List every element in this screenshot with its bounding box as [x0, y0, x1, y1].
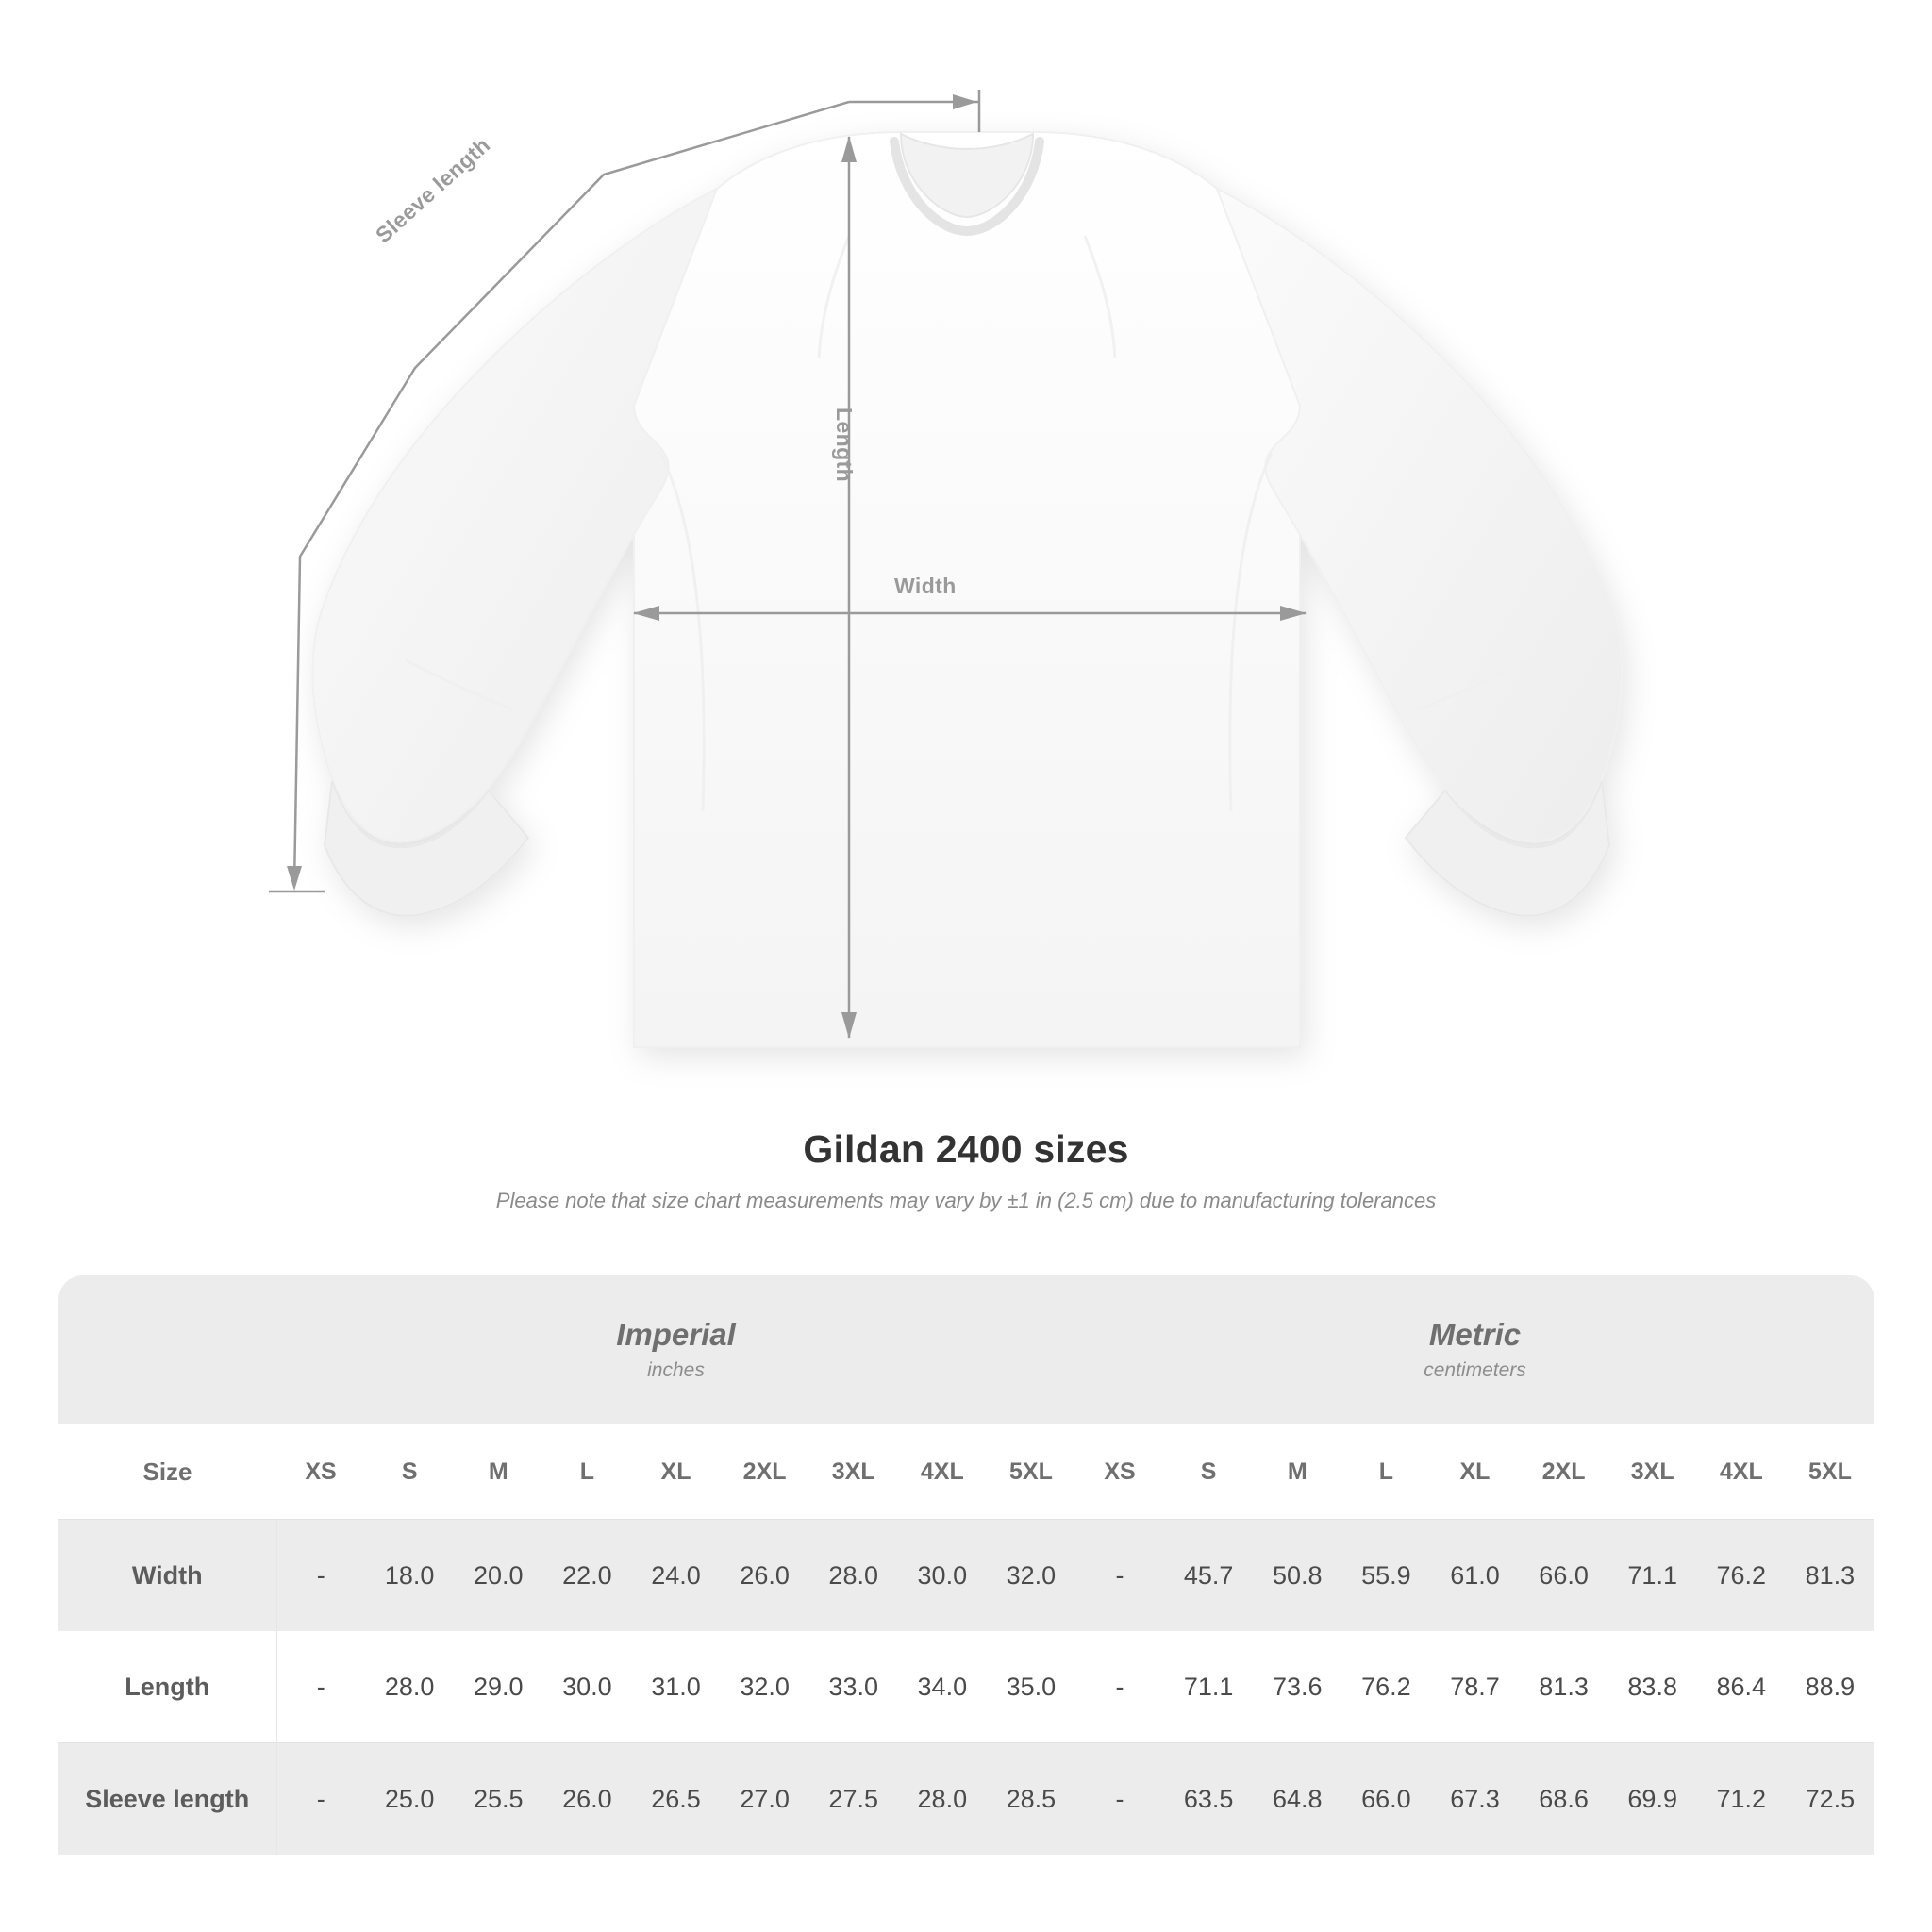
unit-group-unit: centimeters	[1424, 1359, 1526, 1382]
title-block	[0, 1127, 1932, 1213]
size-header-xs: XS	[276, 1424, 365, 1520]
cell-metric-5xl: 88.9	[1786, 1631, 1874, 1743]
cell-imperial-xs: -	[276, 1743, 365, 1856]
cell-imperial-4xl: 34.0	[898, 1631, 987, 1743]
cell-metric-s: 71.1	[1164, 1631, 1253, 1743]
cell-metric-xs: -	[1075, 1520, 1164, 1632]
cell-metric-xs: -	[1075, 1743, 1164, 1856]
size-header-m: M	[1253, 1424, 1341, 1520]
size-header-2xl: 2XL	[721, 1424, 809, 1520]
length-dimension-label: Length	[832, 408, 857, 483]
cell-imperial-s: 25.0	[365, 1743, 454, 1856]
cell-imperial-5xl: 32.0	[987, 1520, 1075, 1632]
cell-imperial-3xl: 28.0	[809, 1520, 898, 1632]
cell-metric-l: 66.0	[1341, 1743, 1430, 1856]
sleeve-length-dimension-label: Sleeve length	[371, 132, 495, 248]
unit-group-metric	[1075, 1275, 1874, 1424]
size-header-row	[58, 1424, 1874, 1520]
table-row	[58, 1631, 1874, 1743]
width-dimension-label: Width	[894, 574, 957, 598]
cell-imperial-3xl: 27.5	[809, 1743, 898, 1856]
cell-metric-xl: 61.0	[1430, 1520, 1519, 1632]
size-header-3xl: 3XL	[809, 1424, 898, 1520]
unit-group-unit: inches	[647, 1359, 705, 1382]
cell-metric-3xl: 71.1	[1608, 1520, 1697, 1632]
unit-group-imperial	[276, 1275, 1075, 1424]
cell-metric-2xl: 68.6	[1520, 1743, 1608, 1856]
cell-imperial-xs: -	[276, 1520, 365, 1632]
cell-imperial-xl: 24.0	[631, 1520, 720, 1632]
page-title: Gildan 2400 sizes	[803, 1127, 1129, 1171]
cell-imperial-m: 29.0	[454, 1631, 542, 1743]
unit-header-row	[58, 1275, 1874, 1424]
table-row	[58, 1520, 1874, 1632]
cell-imperial-4xl: 30.0	[898, 1520, 987, 1632]
shirt-shape	[312, 132, 1621, 1047]
cell-imperial-2xl: 26.0	[721, 1520, 809, 1632]
cell-metric-l: 76.2	[1341, 1631, 1430, 1743]
cell-imperial-l: 26.0	[542, 1743, 631, 1856]
size-header-5xl: 5XL	[1786, 1424, 1874, 1520]
size-header-label: Size	[58, 1424, 276, 1520]
size-header-3xl: 3XL	[1608, 1424, 1697, 1520]
cell-metric-2xl: 81.3	[1520, 1631, 1608, 1743]
unit-group-name: Metric	[1428, 1316, 1522, 1352]
size-chart-table-wrapper	[58, 1275, 1874, 1855]
cell-metric-xl: 67.3	[1430, 1743, 1519, 1856]
cell-imperial-2xl: 32.0	[721, 1631, 809, 1743]
tolerance-note: Please note that size chart measurements may vary by ±1 in (2.5 cm) due to manufacturing tolerances	[495, 1189, 1437, 1212]
cell-metric-3xl: 69.9	[1608, 1743, 1697, 1856]
cell-imperial-xs: -	[276, 1631, 365, 1743]
cell-metric-s: 45.7	[1164, 1520, 1253, 1632]
size-header-4xl: 4XL	[1697, 1424, 1786, 1520]
cell-imperial-xl: 31.0	[631, 1631, 720, 1743]
cell-metric-s: 63.5	[1164, 1743, 1253, 1856]
size-header-xl: XL	[1430, 1424, 1519, 1520]
cell-metric-4xl: 71.2	[1697, 1743, 1786, 1856]
cell-metric-xl: 78.7	[1430, 1631, 1519, 1743]
cell-imperial-5xl: 35.0	[987, 1631, 1075, 1743]
size-header-s: S	[365, 1424, 454, 1520]
cell-imperial-l: 22.0	[542, 1520, 631, 1632]
cell-imperial-2xl: 27.0	[721, 1743, 809, 1856]
cell-imperial-xl: 26.5	[631, 1743, 720, 1856]
measurement-label: Width	[58, 1520, 276, 1632]
cell-metric-3xl: 83.8	[1608, 1631, 1697, 1743]
size-header-xs: XS	[1075, 1424, 1164, 1520]
cell-imperial-m: 20.0	[454, 1520, 542, 1632]
size-header-5xl: 5XL	[987, 1424, 1075, 1520]
cell-metric-5xl: 81.3	[1786, 1520, 1874, 1632]
unit-group-name: Imperial	[616, 1316, 736, 1352]
size-chart-table	[58, 1275, 1874, 1855]
cell-imperial-s: 18.0	[365, 1520, 454, 1632]
cell-imperial-l: 30.0	[542, 1631, 631, 1743]
cell-metric-2xl: 66.0	[1520, 1520, 1608, 1632]
cell-metric-m: 73.6	[1253, 1631, 1341, 1743]
size-header-xl: XL	[631, 1424, 720, 1520]
cell-metric-l: 55.9	[1341, 1520, 1430, 1632]
cell-imperial-3xl: 33.0	[809, 1631, 898, 1743]
cell-imperial-m: 25.5	[454, 1743, 542, 1856]
cell-metric-xs: -	[1075, 1631, 1164, 1743]
size-header-s: S	[1164, 1424, 1253, 1520]
cell-imperial-s: 28.0	[365, 1631, 454, 1743]
cell-metric-5xl: 72.5	[1786, 1743, 1874, 1856]
size-header-4xl: 4XL	[898, 1424, 987, 1520]
table-row	[58, 1743, 1874, 1856]
size-header-2xl: 2XL	[1520, 1424, 1608, 1520]
size-header-l: L	[1341, 1424, 1430, 1520]
size-header-m: M	[454, 1424, 542, 1520]
measurement-label: Sleeve length	[58, 1743, 276, 1856]
cell-imperial-5xl: 28.5	[987, 1743, 1075, 1856]
cell-metric-4xl: 76.2	[1697, 1520, 1786, 1632]
cell-metric-m: 64.8	[1253, 1743, 1341, 1856]
cell-imperial-4xl: 28.0	[898, 1743, 987, 1856]
cell-metric-4xl: 86.4	[1697, 1631, 1786, 1743]
size-header-l: L	[542, 1424, 631, 1520]
measurement-label: Length	[58, 1631, 276, 1743]
cell-metric-m: 50.8	[1253, 1520, 1341, 1632]
unit-header-spacer	[58, 1275, 276, 1424]
